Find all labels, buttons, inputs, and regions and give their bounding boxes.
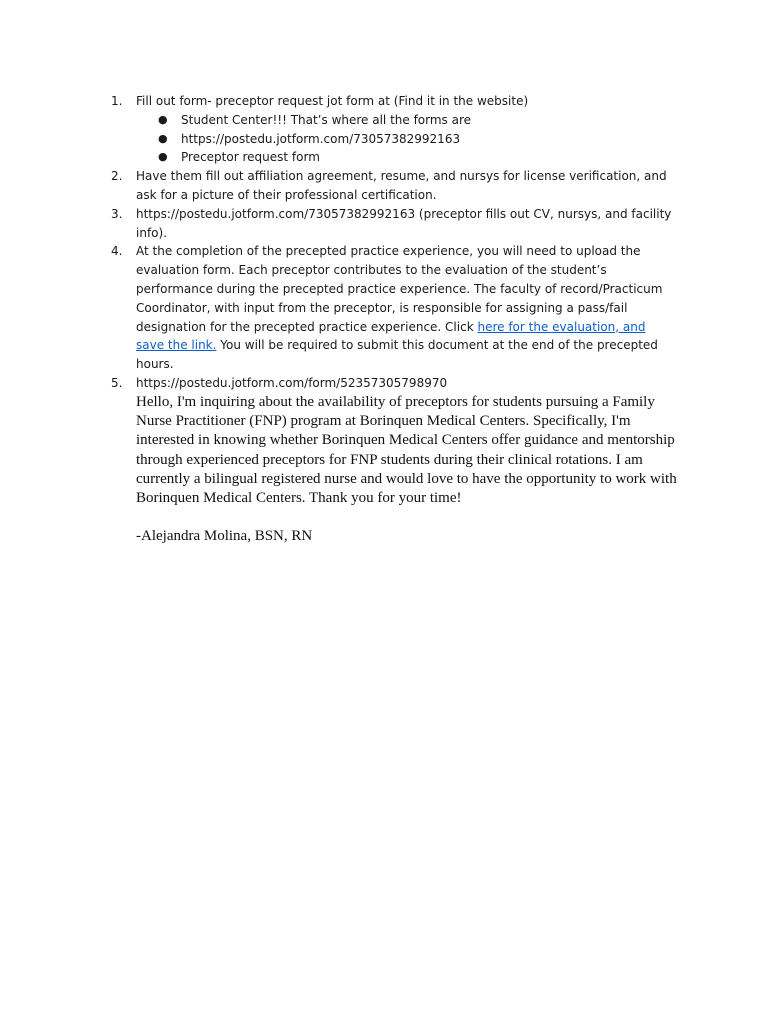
signature-line: -Alejandra Molina, BSN, RN <box>136 528 313 545</box>
step-text: https://postedu.jotform.com/form/52357305798970 <box>136 375 448 390</box>
evaluation-link[interactable]: here for the evaluation, and save the link. <box>136 319 646 353</box>
step-item-3 <box>0 205 676 243</box>
sub-item-text: https://postedu.jotform.com/73057382992163 <box>181 131 461 146</box>
step-text: Fill out form- preceptor request jot form at (Find it in the website) <box>136 94 529 108</box>
bullet-icon: ● <box>158 131 168 145</box>
step-text: Have them fill out affiliation agreement, resume, and nursys for license verification, and ask for a picture of their professional certification. <box>136 169 667 202</box>
step-number: 5. <box>111 375 123 390</box>
inquiry-message <box>136 393 684 547</box>
step-number: 2. <box>111 169 123 184</box>
step-1-sub-list <box>136 111 676 167</box>
step-number: 1. <box>111 94 123 108</box>
step-text-continued: You will be required to submit this document at the end of the precepted hours. <box>136 338 658 372</box>
instruction-steps-list <box>0 92 768 393</box>
step-item-2 <box>0 167 676 205</box>
step-item-1 <box>0 92 676 167</box>
sub-list-item <box>136 130 676 149</box>
bullet-icon: ● <box>158 112 168 126</box>
step-text: https://postedu.jotform.com/73057382992163 (preceptor fills out CV, nursys, and facility info). <box>136 206 672 240</box>
step-item-4 <box>0 242 676 374</box>
sub-item-text: Preceptor request form <box>181 150 320 165</box>
step-number: 4. <box>111 244 123 259</box>
message-body: Hello, I'm inquiring about the availability of preceptors for students pursuing a Family Nurse Practitioner (FNP) program at Borinquen Medical Centers. Specifically, I'm interested in knowing whether Borinquen Medical Centers offer guidance and mentorship through experienced preceptors for FNP students during their clinical rotations. I am currently a bilingual registered nurse and would love to have the opportunity to work with Borinquen Medical Centers. Thank you for your time! <box>136 394 677 507</box>
sub-item-text: Student Center!!! That’s where all the forms are <box>181 112 472 127</box>
bullet-icon: ● <box>158 150 168 164</box>
step-text: At the completion of the precepted practice experience, you will need to upload the evaluation form. Each preceptor contributes to the evaluation of the student’s performance during the precepted practice experience. The faculty of record/Practicum Coordinator, with input from the preceptor, is responsible for assigning a pass/fail designation for the precepted practice experience. Click <box>136 244 663 334</box>
sub-list-item <box>136 111 676 130</box>
step-item-5 <box>0 374 676 393</box>
sub-list-item <box>136 148 676 167</box>
step-number: 3. <box>111 206 123 221</box>
